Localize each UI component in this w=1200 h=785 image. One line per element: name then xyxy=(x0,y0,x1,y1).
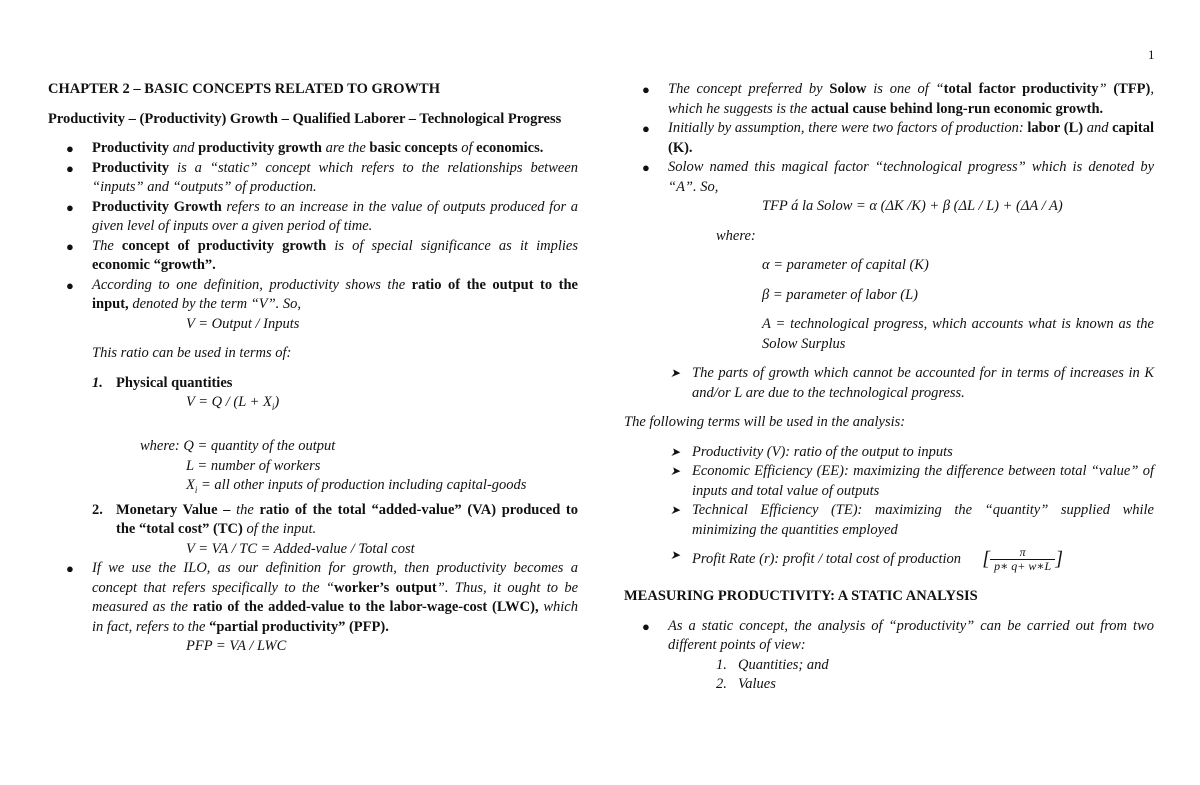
bullet-productivity-static: ● Productivity is a “static” concept which refers to the relationships between “inputs” and “outputs” of production. xyxy=(66,159,578,195)
arrow-bullet-icon: ➤ xyxy=(670,503,681,517)
arrow-bullet-icon: ➤ xyxy=(670,464,681,478)
bullet-static-concept: ● As a static concept, the analysis of “productivity” can be carried out from two different points of view: xyxy=(642,617,1154,653)
bullet-definition-ratio: ● According to one definition, productivity shows the ratio of the output to the input, denoted by the term “V”. So, xyxy=(66,276,578,312)
arrow-technical-efficiency: ➤ Technical Efficiency (TE): maximizing the “quantity” supplied while minimizing the quantities employed xyxy=(670,502,1154,538)
bullet-dot: ● xyxy=(66,199,74,215)
formula-pfp: PFP = VA / LWC xyxy=(186,638,287,655)
bullet-ilo-definition: ● If we use the ILO, as our definition for growth, then productivity becomes a concept that refers specifically to the “worker’s output”. Thus, it ought to be measured as the ratio of the added-value to the labor-wage-cost (LWC), which in fact, refers to the “partial productivity” (PFP). xyxy=(66,560,579,635)
bullet-dot: ● xyxy=(642,82,650,97)
bullet-dot: ● xyxy=(642,121,650,136)
arrow-bullet-icon: ➤ xyxy=(670,366,681,380)
arrow-economic-efficiency: ➤ Economic Efficiency (EE): maximizing the difference between total “value” of inputs and total value of outputs xyxy=(670,463,1154,499)
formula-v-va-tc: V = VA / TC = Added-value / Total cost xyxy=(186,540,415,557)
bullet-dot: ● xyxy=(66,277,74,293)
where-label: where: xyxy=(716,227,756,244)
item-monetary-value: 2. Monetary Value – the ratio of the total “added-value” (VA) produced to the “total cost” (TC) of the input. xyxy=(92,501,579,538)
formula-tfp-solow: TFP á la Solow = α (ΔK /K) + β (ΔL / L) + (ΔA / A) xyxy=(762,198,1063,214)
def-beta: β = parameter of labor (L) xyxy=(762,286,918,303)
formula-v-output-inputs: V = Output / Inputs xyxy=(186,315,300,332)
where-xi: $X_i$ = all other inputs of production including capital-goods xyxy=(186,477,527,496)
arrow-profit-rate: ➤ Profit Rate (r): profit / total cost of production [ $\frac{\pi}{p∗ q+ w∗L}$ ] xyxy=(670,545,1063,573)
bracket-close: ] xyxy=(1055,547,1063,570)
list-item-values: 2. Values xyxy=(716,676,776,692)
def-alpha: α = parameter of capital (K) xyxy=(762,257,929,273)
bullet-concept-growth: ● The concept of productivity growth is of special significance as it implies economic “growth”. xyxy=(66,237,579,273)
section-measuring-productivity: MEASURING PRODUCTIVITY: A STATIC ANALYSIS xyxy=(624,588,978,604)
bullet-dot: ● xyxy=(66,160,74,176)
page-number: 1 xyxy=(1148,47,1155,62)
chapter-title: CHAPTER 2 – BASIC CONCEPTS RELATED TO GROWTH xyxy=(48,81,440,97)
arrow-bullet-icon: ➤ xyxy=(670,548,681,562)
bullet-dot: ● xyxy=(642,618,650,634)
bullet-productivity-basic: ● Productivity and productivity growth are the basic concepts of economics. xyxy=(48,139,578,159)
left-column xyxy=(48,80,578,657)
arrow-bullet-icon: ➤ xyxy=(670,444,681,459)
bullet-dot: ● xyxy=(66,238,74,254)
section-subtitle: Productivity – (Productivity) Growth – Qualified Laborer – Technological Progress xyxy=(48,110,562,127)
bullet-solow-tfp: ● The concept preferred by Solow is one of “total factor productivity” (TFP), which he suggests is the actual cause behind long-run economic growth. xyxy=(642,81,1154,117)
bullet-productivity-growth: ● Productivity Growth refers to an increase in the value of outputs produced for a given level of inputs over a given period of time. xyxy=(66,198,578,234)
ratio-intro: This ratio can be used in terms of: xyxy=(92,345,292,361)
bullet-technological-progress: ● Solow named this magical factor “technological progress” which is denoted by “A”. So, xyxy=(642,159,1154,195)
where-l: L = number of workers xyxy=(186,457,321,474)
terms-intro: The following terms will be used in the analysis: xyxy=(624,414,906,430)
bullet-dot: ● xyxy=(642,160,650,175)
item-physical-quantities: 1. Physical quantities xyxy=(92,374,233,391)
list-item-quantities: 1. Quantities; and xyxy=(716,656,829,673)
bracket-open: [ xyxy=(982,547,991,570)
arrow-productivity-v: ➤ Productivity (V): ratio of the output to inputs xyxy=(624,443,1154,463)
bullet-dot: ● xyxy=(66,561,74,577)
arrow-growth-parts: ➤ The parts of growth which cannot be accounted for in terms of increases in K and/or L are due to the technological progress. xyxy=(670,365,1154,401)
bullet-two-factors: ● Initially by assumption, there were two factors of production: labor (L) and capital (K). xyxy=(642,120,1154,156)
where-q: where: Q = quantity of the output xyxy=(140,438,336,455)
def-a: A = technological progress, which accounts what is known as the Solow Surplus xyxy=(762,316,1154,352)
formula-v-quantity: $V = Q / (L + X_i)$ xyxy=(186,394,280,412)
bullet-dot: ● xyxy=(66,141,74,156)
profit-fraction: $\frac{\pi}{p∗ q+ w∗L}$ xyxy=(990,546,1055,573)
right-column xyxy=(624,80,1154,695)
